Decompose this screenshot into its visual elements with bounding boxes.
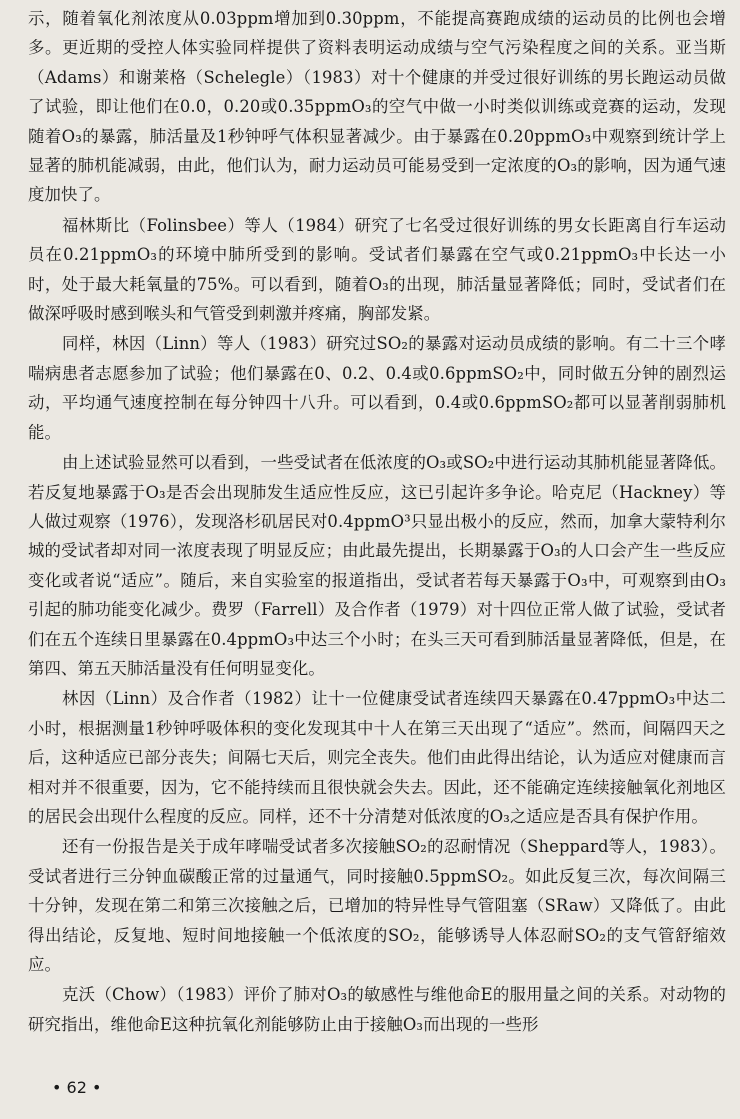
paragraph-4: 由上述试验显然可以看到，一些受试者在低浓度的O₃或SO₂中进行运动其肺机能显著降低。若反复地暴露于O₃是否会出现肺发生适应性反应，这已引起许多争论。哈克尼（Hackney）等人做过观察（1976），发现洛杉矶居民对0.4ppmO³只显出极小的反应，然而，加拿大蒙特利尔城的受试者却对同一浓度表现了明显反应；由此最先提出，长期暴露于O₃的人口会产生一些反应变化或者说“适应”。随后，来自实验室的报道指出，受试者若每天暴露于O₃中，可观察到由O₃引起的肺功能变化减少。费罗（Farrell）及合作者（1979）对十四位正常人做了试验，受试者们在五个连续日里暴露在0.4ppmO₃中达三个小时；在头三天可看到肺活量显著降低，但是，在第四、第五天肺活量没有任何明显变化。 <box>28 453 726 678</box>
paragraph-1: 示，随着氧化剂浓度从0.03ppm增加到0.30ppm，不能提高赛跑成绩的运动员的比例也会增多。更近期的受控人体实验同样提供了资料表明运动成绩与空气污染程度之间的关系。亚当斯（Adams）和谢莱格（Schelegle）（1983）对十个健康的并受过很好训练的男长跑运动员做了试验，即让他们在0.0，0.20或0.35ppmO₃的空气中做一小时类似训练或竞赛的运动，发现随着O₃的暴露，肺活量及1秒钟呼气体积显著减少。由于暴露在0.20ppmO₃中观察到统计学上显著的肺机能减弱，由此，他们认为，耐力运动员可能易受到一定浓度的O₃的影响，因为通气速度加快了。 <box>28 9 726 205</box>
paragraph-3: 同样，林因（Linn）等人（1983）研究过SO₂的暴露对运动员成绩的影响。有二十三个哮喘病患者志愿参加了试验；他们暴露在0、0.2、0.4或0.6ppmSO₂中，同时做五分钟的剧烈运动，平均通气速度控制在每分钟四十八升。可以看到，0.4或0.6ppmSO₂都可以显著削弱肺机能。 <box>28 334 726 442</box>
paragraph-2: 福林斯比（Folinsbee）等人（1984）研究了七名受过很好训练的男女长距离自行车运动员在0.21ppmO₃的环境中肺所受到的影响。受试者们暴露在空气或0.21ppmO₃中长达一小时，处于最大耗氧量的75%。可以看到，随着O₃的出现，肺活量显著降低；同时，受试者们在做深呼吸时感到喉头和气管受到刺激并疼痛，胸部发紧。 <box>28 215 726 324</box>
paragraph-6: 还有一份报告是关于成年哮喘受试者多次接触SO₂的忍耐情况（Sheppard等人，1983）。受试者进行三分钟血碳酸正常的过量通气，同时接触0.5ppmSO₂。如此反复三次，每次间隔三十分钟，发现在第二和第三次接触之后，已增加的特异性导气管阻塞（SRaw）又降低了。由此得出结论，反复地、短时间地接触一个低浓度的SO₂，能够诱导人体忍耐SO₂的支气管舒缩效应。 <box>28 837 726 974</box>
paragraph-5: 林因（Linn）及合作者（1982）让十一位健康受试者连续四天暴露在0.47ppmO₃中达二小时，根据测量1秒钟呼吸体积的变化发现其中十人在第三天出现了“适应”。然而，间隔四天之后，这种适应已部分丧失；间隔七天后，则完全丧失。他们由此得出结论，认为适应对健康而言相对并不很重要，因为，它不能持续而且很快就会失去。因此，还不能确定连续接触氧化剂地区的居民会出现什么程度的反应。同样，还不十分清楚对低浓度的O₃之适应是否具有保护作用。 <box>28 689 726 826</box>
page-number: • 62 • <box>52 1078 102 1097</box>
paragraph-7: 克沃（Chow）（1983）评价了肺对O₃的敏感性与维他命E的服用量之间的关系。对动物的研究指出，维他命E这种抗氧化剂能够防止由于接触O₃而出现的一些形 <box>28 985 726 1034</box>
